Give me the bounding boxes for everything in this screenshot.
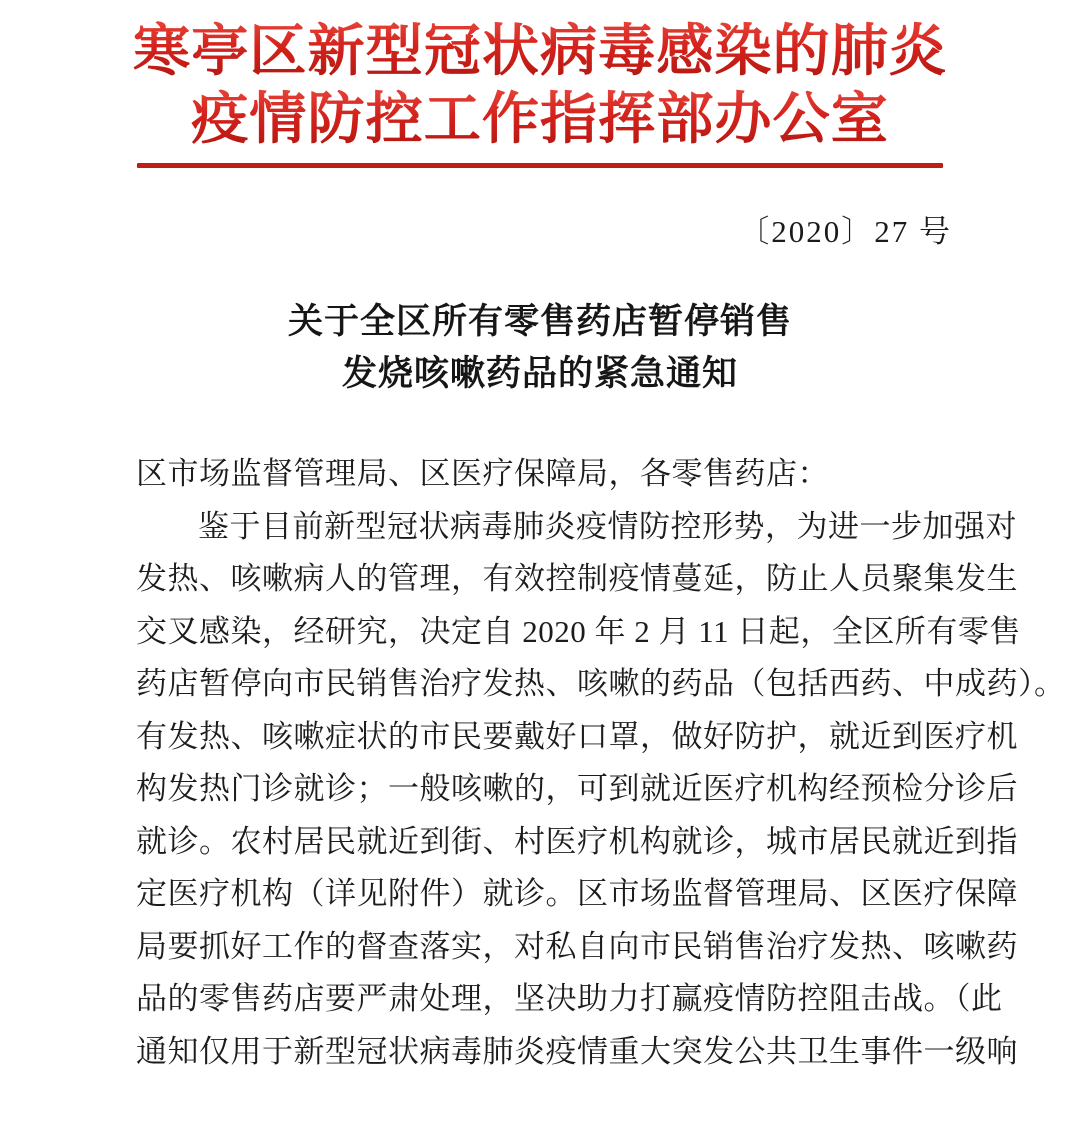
body-line: 药店暂停向市民销售治疗发热、咳嗽的药品（包括西药、中成药）。: [136, 666, 1066, 701]
body-line: 发热、咳嗽病人的管理，有效控制疫情蔓延，防止人员聚集发生: [136, 561, 1018, 596]
body-line: 品的零售药店要严肃处理，坚决助力打赢疫情防控阻击战。（此: [136, 981, 1003, 1016]
body-line: 构发热门诊就诊；一般咳嗽的，可到就近医疗机构经预检分诊后: [136, 771, 1018, 806]
body-line: 鉴于目前新型冠状病毒肺炎疫情防控形势，为进一步加强对: [198, 508, 1017, 544]
document-number: 〔2020〕27 号: [738, 214, 952, 249]
salutation-line: 区市场监督管理局、区医疗保障局，各零售药店：: [136, 456, 829, 491]
body-line: 有发热、咳嗽症状的市民要戴好口罩，做好防护，就近到医疗机: [136, 718, 1018, 754]
body-line: 交叉感染，经研究，决定自 2020 年 2 月 11 日起，全区所有零售: [136, 613, 1021, 649]
document-number-row: [0, 212, 1080, 252]
document-title: [0, 296, 1080, 400]
document-body: [0, 448, 1080, 1078]
body-line: 通知仅用于新型冠状病毒肺炎疫情重大突发公共卫生事件一级响: [136, 1033, 1018, 1069]
masthead-line-2: 疫情防控工作指挥部办公室: [0, 86, 1080, 154]
body-line: 局要抓好工作的督查落实，对私自向市民销售治疗发热、咳嗽药: [136, 928, 1018, 964]
masthead-divider-rule: [137, 163, 943, 168]
document-title-line-1: 关于全区所有零售药店暂停销售: [287, 302, 792, 341]
document-masthead: [0, 0, 1080, 168]
document-title-line-2: 发烧咳嗽药品的紧急通知: [341, 354, 738, 393]
body-line: 定医疗机构（详见附件）就诊。区市场监督管理局、区医疗保障: [136, 876, 1018, 911]
masthead-line-1: 寒亭区新型冠状病毒感染的肺炎: [0, 18, 1080, 86]
body-line: 就诊。农村居民就近到街、村医疗机构就诊，城市居民就近到指: [136, 823, 1018, 859]
